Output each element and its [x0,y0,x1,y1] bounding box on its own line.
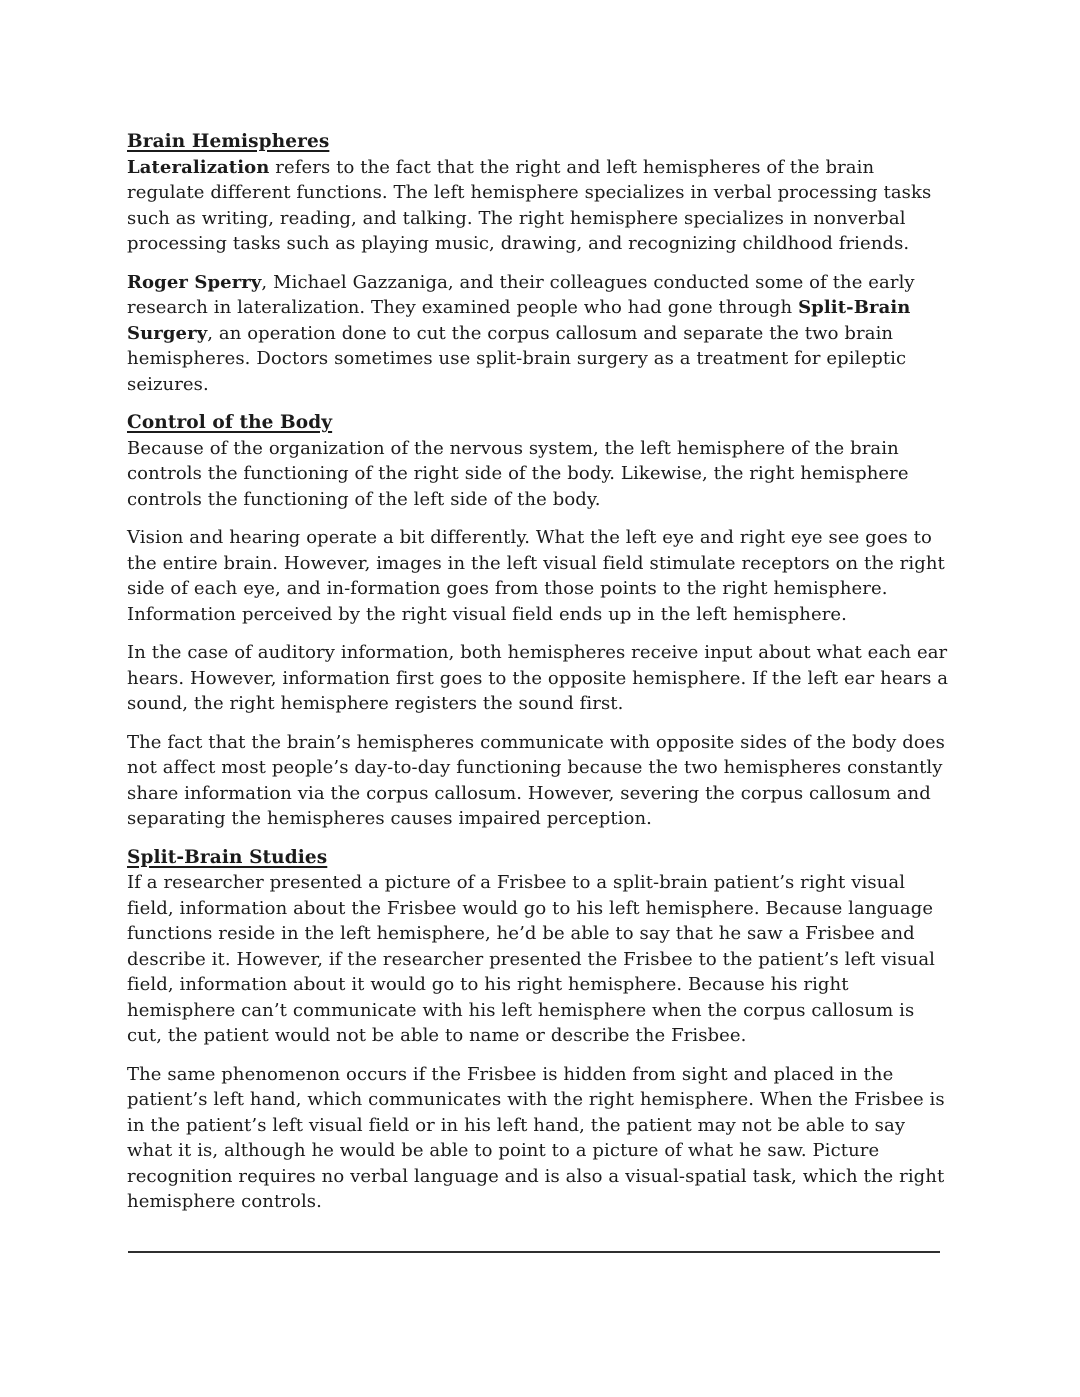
paragraph [127,730,953,832]
paragraph [127,1062,953,1215]
section-brain-hemispheres [127,129,953,397]
bold-term: Lateralization [127,156,270,178]
bold-term: Roger Sperry [127,271,262,293]
section-heading-control-of-the-body: Control of the Body [127,412,333,433]
text-run: refers to the fact that the right and left hemispheres of the brain regulate different functions. The left hemisphere specializes in verbal processing tasks such as writing, reading, and talking. The right hemisphere specializes in nonverbal processing tasks such as playing music, drawing, and recognizing childhood friends. [127,156,932,254]
section-control-of-the-body [127,410,953,832]
section-split-brain-studies [127,845,953,1215]
paragraph [127,640,953,717]
paragraph [127,436,953,513]
text-run: If a researcher presented a picture of a Frisbee to a split-brain patient’s right visual field, information about the Frisbee would go to his left hemisphere. Because language functions reside in the left hemisphere, he’d be able to say that he saw a Frisbee and describe it. However, if the researcher presented the Frisbee to the patient’s left visual field, information about it would go to his right hemisphere. Because his right hemisphere can’t communicate with his left hemisphere when the corpus callosum is cut, the patient would not be able to name or describe the Frisbee. [127,872,936,1046]
paragraph [127,270,953,398]
paragraph [127,155,953,257]
text-run: Because of the organization of the nervous system, the left hemisphere of the brain controls the functioning of the right side of the body. Likewise, the right hemisphere controls the functioning of the left side of the body. [127,437,909,510]
text-run: Vision and hearing operate a bit differently. What the left eye and right eye see goes to the entire brain. However, images in the left visual field stimulate receptors on the right side of each eye, and in-formation goes from those points to the right hemisphere. Information perceived by the right visual field ends up in the left hemisphere. [127,527,945,625]
paragraph [127,525,953,627]
footer-rule [128,1251,940,1253]
text-run: The fact that the brain’s hemispheres communicate with opposite sides of the body does not affect most people’s day-to-day functioning because the two hemispheres constantly share information via the corpus callosum. However, severing the corpus callosum and separating the hemispheres causes impaired perception. [127,731,945,829]
section-heading-split-brain-studies: Split-Brain Studies [127,846,328,868]
text-run: In the case of auditory information, both hemispheres receive input about what each ear hears. However, information first goes to the opposite hemisphere. If the left ear hears a sound, the right hemisphere registers the sound first. [127,642,949,714]
text-run: The same phenomenon occurs if the Frisbee is hidden from sight and placed in the patient’s left hand, which communicates with the right hemisphere. When the Frisbee is in the patient’s left visual field or in his left hand, the patient may not be able to say what it is, although he would be able to point to a picture of what he saw. Picture recognition requires no verbal language and is also a visual-spatial task, which the right hemisphere controls. [127,1063,945,1212]
paragraph [127,870,953,1049]
section-heading-brain-hemispheres: Brain Hemispheres [127,131,330,152]
text-run: , an operation done to cut the corpus callosum and separate the two brain hemispheres. Doctors sometimes use split-brain surgery as a treatment for epileptic seizures. [127,322,907,395]
text-run: , Michael Gazzaniga, and their colleagues conducted some of the early research in lateralization. They examined people who had gone through [127,271,915,318]
bold-term: Split-Brain Surgery [127,297,911,344]
document-body [127,129,953,1215]
